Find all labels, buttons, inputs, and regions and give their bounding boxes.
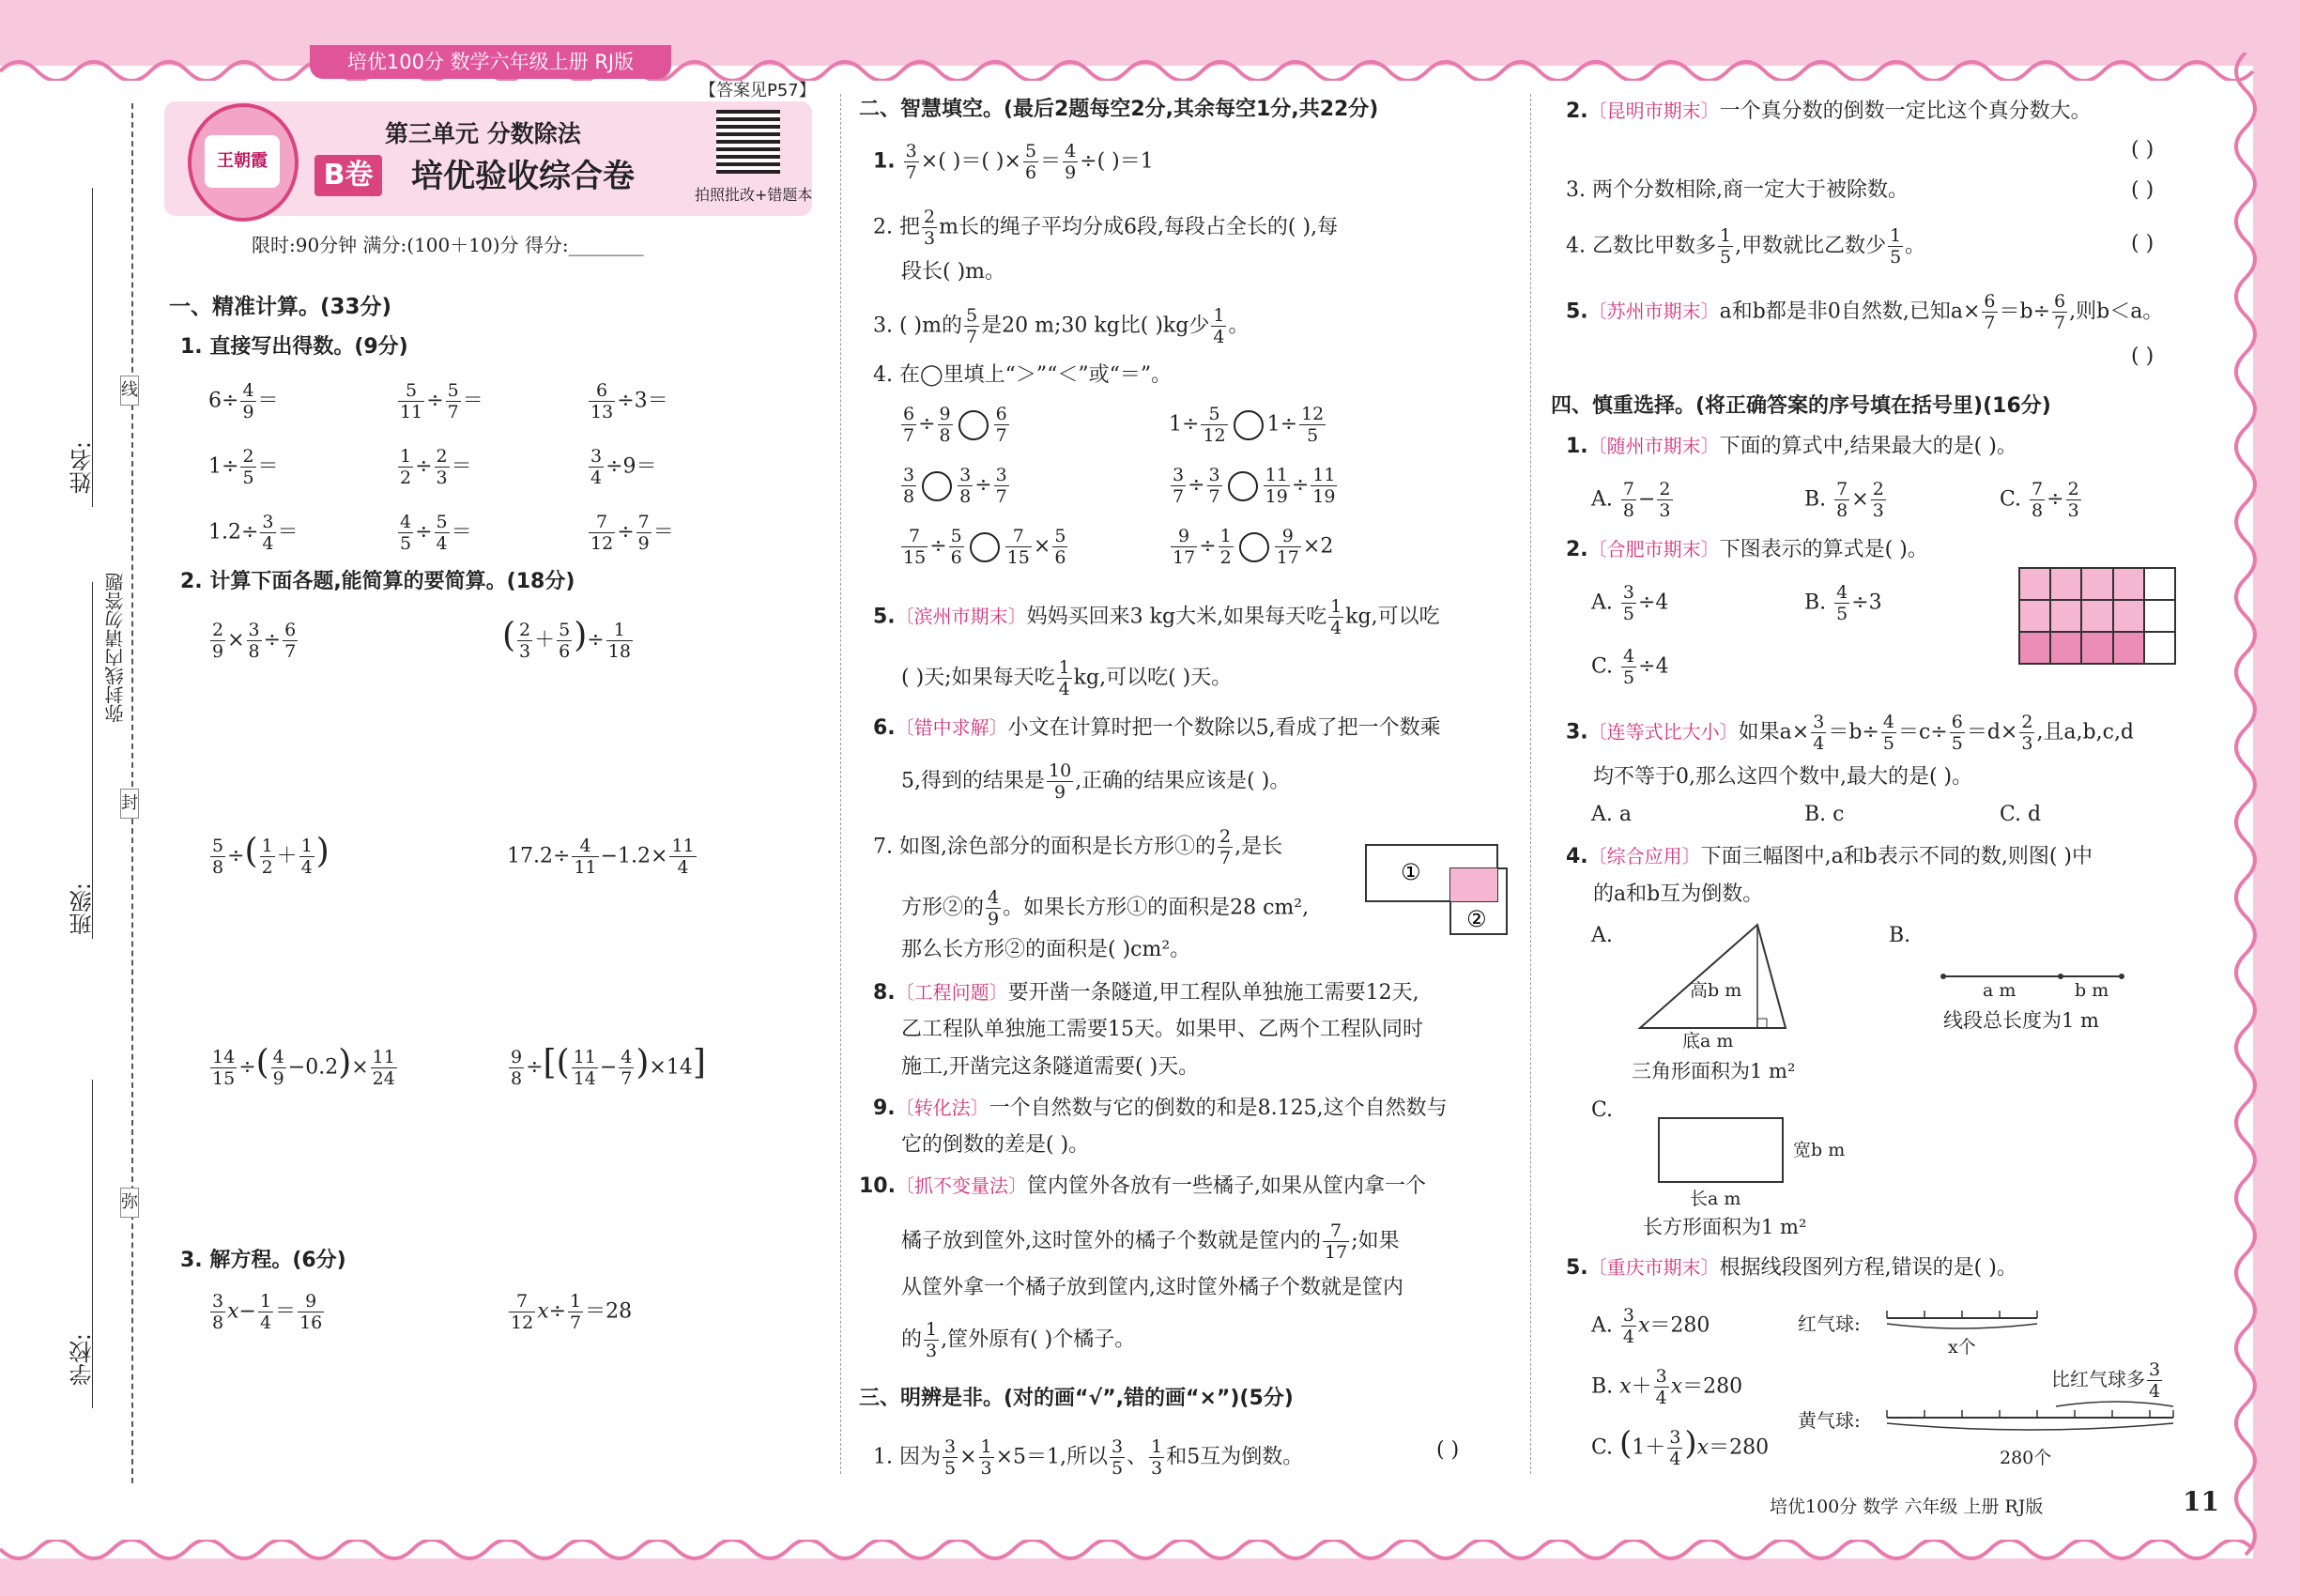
choice-q4-opt-a[interactable]: A. [1591, 924, 1613, 947]
calc-2: $\frac{5}{11}$ ÷ $\frac{5}{7}$ ＝ [400, 380, 483, 422]
fill-q5-tag: 〔滨州市期末〕 [895, 605, 1027, 628]
section-2-title: 二、智慧填空。(最后2题每空2分,其余每空1分,共22分) [859, 98, 1379, 121]
fill-q6-c: ,正确的结果应该是( )。 [1075, 769, 1291, 793]
s1-q2: 2. 计算下面各题,能简算的要简算。(18分) [180, 570, 575, 593]
logo-text: 王朝霞 [205, 135, 280, 188]
fill-q6-line2: 5,得到的结果是 $\frac{10}{9}$ ,正确的结果应该是( )。 [901, 760, 1291, 803]
compare-4: $\frac{3}{7}$ ÷ $\frac{3}{7}$ $\frac{11}{19}$ ÷ $\frac{11}{19}$ [1173, 465, 1336, 507]
judge-q5: 5.〔苏州市期末〕a和b都是非0自然数,已知a× $\frac{6}{7}$ ＝b÷ $\frac{6}{7}$ ,则b＜a。 [1566, 291, 2164, 333]
simplify-2: ( $\frac{2}{3}$ ＋ $\frac{5}{6}$ )÷ $\frac{1}{18}$ [502, 616, 631, 662]
exam-meta: 限时:90分钟 满分:(100＋10)分 得分:________ [252, 234, 644, 256]
judge-q3-answer[interactable]: ( ) [2131, 178, 2154, 202]
paper-badge: B卷 [314, 155, 382, 196]
fill-q8-c: 施工,开凿完这条隧道需要( )天。 [901, 1055, 1200, 1079]
more-than-red-label: 比红气球多 $\frac{3}{4}$ [2051, 1359, 2161, 1402]
judge-q1-a: 1. 因为 [873, 1445, 941, 1469]
fill-q7-a: 7. 如图,涂色部分的面积是长方形①的 [873, 835, 1216, 859]
rectangle-caption: 长方形面积为1 m² [1643, 1216, 1807, 1238]
more-than-red-text: 比红气球多 [2051, 1368, 2145, 1390]
unit-title: 第三单元 分数除法 [385, 120, 581, 147]
fraction-grid [2018, 567, 2176, 665]
fill-q3: 3. ( )m的 $\frac{5}{7}$ 是20 m;30 kg比( )kg少 $\frac{1}{4}$ 。 [873, 305, 1250, 347]
choice-q3: 3.〔连等式比大小〕如果a× $\frac{3}{4}$ ＝b÷ $\frac{4}{5}$ ＝c÷ $\frac{6}{5}$ ＝d× $\frac{2}{3}$ ,且a,b,c,d [1566, 712, 2135, 754]
fill-q10-b: 橘子放到筐外,这时筐外的橘子个数就是筐内的 [901, 1229, 1321, 1253]
choice-q2-c[interactable]: C. $\frac{4}{5}$ ÷4 [1591, 646, 1669, 688]
calc-7: 1.2÷ $\frac{3}{4}$ ＝ [208, 512, 299, 554]
simplify-6: $\frac{9}{8}$ ÷[( $\frac{11}{14}$ − $\frac{4}{7}$ )×14] [511, 1043, 706, 1089]
fill-q9-b: 它的倒数的差是( )。 [901, 1133, 1090, 1157]
calc-8: $\frac{4}{5}$ ÷ $\frac{5}{4}$ ＝ [400, 512, 472, 554]
simplify-3: $\frac{5}{8}$ ÷( $\frac{1}{2}$ ＋ $\frac{1}{4}$ ) [212, 832, 330, 878]
judge-q4-answer[interactable]: ( ) [2131, 232, 2154, 255]
judge-q5-tag: 〔苏州市期末〕 [1587, 299, 1720, 323]
fill-q9: 9.〔转化法〕一个自然数与它的倒数的和是8.125,这个自然数与 [873, 1097, 1448, 1120]
fill-q7: 7. 如图,涂色部分的面积是长方形①的 $\frac{2}{7}$ ,是长 [873, 826, 1283, 868]
choice-q5-c[interactable]: C. (1＋ $\frac{3}{4}$ )x＝280 [1591, 1424, 1770, 1469]
fill-q1: 1. $\frac{3}{7}$ ×( )＝( )× $\frac{5}{6}$ ＝ $\frac{4}{9}$ ÷( )＝1 [873, 141, 1154, 183]
fill-q7-line2: 方形②的 $\frac{4}{9}$ 。如果长方形①的面积是28 cm², [901, 887, 1310, 929]
triangle-base-label: 底a m [1682, 1031, 1734, 1051]
choice-q1-tag: 〔随州市期末〕 [1587, 435, 1720, 457]
choice-q2-a[interactable]: A. $\frac{3}{5}$ ÷4 [1591, 582, 1669, 624]
judge-q4: 4. 乙数比甲数多 $\frac{1}{5}$ ,甲数就比乙数少 $\frac{1}{5}$ 。 [1566, 225, 1926, 268]
fill-q10-line4: 的 $\frac{1}{3}$ ,筐外原有( )个橘子。 [901, 1319, 1136, 1361]
calc-5: $\frac{1}{2}$ ÷ $\frac{2}{3}$ ＝ [400, 446, 472, 488]
compare-3: $\frac{3}{8}$ $\frac{3}{8}$ ÷ $\frac{3}{7}$ [903, 465, 1007, 507]
class-label: 班级: [69, 882, 96, 936]
name-label: 姓名: [69, 441, 96, 495]
segment-a-label: a m [1983, 980, 2016, 1001]
choice-q5-a[interactable]: A. $\frac{3}{4}$ x＝280 [1591, 1305, 1710, 1347]
compare-5: $\frac{7}{15}$ ÷ $\frac{5}{6}$ $\frac{7}{15}$ × $\frac{5}{6}$ [903, 526, 1066, 568]
fill-q8: 8.〔工程问题〕要开凿一条隧道,甲工程队单独施工需要12天, [873, 981, 1419, 1005]
fill-q2: 2. 把 $\frac{2}{3}$ m长的绳子平均分成6段,每段占全长的( ),每 [873, 207, 1339, 249]
seal-mark-line: 线 [120, 376, 139, 406]
fill-q6: 6.〔错中求解〕小文在计算时把一个数除以5,看成了把一个数乘 [873, 716, 1441, 740]
judge-q2: 2.〔昆明市期末〕一个真分数的倒数一定比这个真分数大。 [1566, 100, 2092, 123]
triangle-height-label: 高b m [1690, 980, 1742, 1001]
book-title-bar: 培优100分 数学六年级上册 RJ版 [310, 45, 671, 79]
judge-q1-c: 和5互为倒数。 [1166, 1445, 1304, 1469]
brand-logo [188, 103, 299, 222]
footer-text: 培优100分 数学 六年级 上册 RJ版 [1770, 1496, 2044, 1517]
fill-q3-a: 3. ( )m的 [873, 314, 963, 338]
compare-1: $\frac{6}{7}$ ÷ $\frac{9}{8}$ $\frac{6}{7}$ [903, 404, 1007, 446]
fill-q4: 4. 在◯里填上“＞”“＜”或“＝”。 [873, 363, 1173, 387]
section-3-title: 三、明辨是非。(对的画“√”,错的画“×”)(5分) [859, 1387, 1294, 1410]
rectangle-length-label: 长a m [1690, 1189, 1741, 1209]
judge-q4-a: 4. 乙数比甲数多 [1566, 234, 1716, 258]
choice-q3-opt-b[interactable]: B. c [1804, 803, 1845, 826]
qr-code[interactable] [716, 110, 780, 174]
fill-q7-c: 方形②的 [901, 896, 985, 920]
choice-q2-tag: 〔合肥市期末〕 [1587, 538, 1720, 560]
choice-q1-text: 下面的算式中,结果最大的是( )。 [1719, 435, 2017, 458]
fill-q7-d: 。如果长方形①的面积是28 cm², [1003, 896, 1310, 920]
yellow-balloon-label: 黄气球: [1798, 1409, 1861, 1432]
column-divider-2 [1530, 94, 1531, 1474]
choice-q3-opt-a[interactable]: A. a [1591, 803, 1632, 826]
choice-q5-tag: 〔重庆市期末〕 [1587, 1256, 1720, 1279]
fill-q10-c: ;如果 [1351, 1229, 1400, 1253]
calc-9: $\frac{7}{12}$ ÷ $\frac{7}{9}$ ＝ [590, 512, 674, 554]
fill-q10-tag: 〔抓不变量法〕 [895, 1174, 1027, 1197]
section-4-title: 四、慎重选择。(将正确答案的序号填在括号里)(16分) [1551, 394, 2051, 418]
paper-title: 培优验收综合卷 [411, 158, 635, 195]
fill-q10-d: 从筐外拿一个橘子放到筐内,这时筐外橘子个数就是筐内 [901, 1276, 1403, 1299]
choice-q3-a: 如果a× [1738, 720, 1810, 744]
choice-q1-c[interactable]: C. $\frac{7}{8}$ ÷ $\frac{2}{3}$ [2000, 479, 2079, 521]
fill-q2-b: m长的绳子平均分成6段,每段占全长的( ),每 [939, 215, 1339, 239]
calc-1: 6÷ $\frac{4}{9}$ ＝ [208, 380, 279, 422]
seal-mark-seal: 封 [120, 789, 139, 819]
equation-2: $\frac{7}{12}$ x÷ $\frac{1}{7}$ ＝28 [511, 1291, 633, 1333]
fill-q8-b: 乙工程队单独施工需要15天。如果甲、乙两个工程队同时 [901, 1018, 1423, 1041]
choice-q1-a[interactable]: A. $\frac{7}{8}$ − $\frac{2}{3}$ [1591, 479, 1671, 521]
choice-q4-opt-c[interactable]: C. [1591, 1098, 1614, 1122]
choice-q1: 1.〔随州市期末〕下面的算式中,结果最大的是( )。 [1566, 435, 2017, 458]
segment-caption: 线段总长度为1 m [1943, 1009, 2099, 1032]
choice-q3-tag: 〔连等式比大小〕 [1587, 720, 1739, 744]
page-number: 11 [2183, 1486, 2219, 1517]
school-label: 学校: [69, 1333, 96, 1387]
triangle-caption: 三角形面积为1 m² [1632, 1060, 1796, 1082]
fill-q5: 5.〔滨州市期末〕妈妈买回来3 kg大米,如果每天吃 $\frac{1}{4}$ kg,可以吃 [873, 596, 1440, 638]
fill-q5-a: 妈妈买回来3 kg大米,如果每天吃 [1026, 605, 1327, 629]
red-balloon-label: 红气球: [1798, 1312, 1861, 1335]
judge-q2-text: 一个真分数的倒数一定比这个真分数大。 [1719, 100, 2092, 123]
compare-6: $\frac{9}{17}$ ÷ $\frac{1}{2}$ $\frac{9}{17}$ ×2 [1173, 526, 1334, 568]
rectangle-figure [1361, 840, 1511, 944]
answer-reference: 【答案见P57】 [699, 81, 816, 100]
judge-q1-b: ×5＝1,所以 [995, 1445, 1109, 1469]
wave-border-right [2227, 53, 2264, 1564]
judge-q2-answer[interactable]: ( ) [2131, 138, 2154, 161]
school-line [92, 1080, 93, 1408]
judge-q5-b: ＝b÷ [1999, 299, 2051, 324]
fill-q5-b: kg,可以吃 [1345, 605, 1440, 629]
fill-q10-f: ,筐外原有( )个橘子。 [941, 1327, 1136, 1352]
judge-q5-a: a和b都是非0自然数,已知a× [1719, 299, 1981, 324]
fill-q2-a: 2. 把 [873, 215, 920, 239]
fill-q6-a: 小文在计算时把一个数除以5,看成了把一个数乘 [1007, 716, 1441, 740]
total-label: 280个 [2000, 1448, 2052, 1468]
choice-q5: 5.〔重庆市期末〕根据线段图列方程,错误的是( )。 [1566, 1256, 2017, 1280]
seal-warning: 弥封线内请勿答题 [104, 573, 127, 723]
judge-q1: 1. 因为 $\frac{3}{5}$ × $\frac{1}{3}$ ×5＝1,所以 $\frac{3}{5}$ 、 $\frac{1}{3}$ 和5互为倒数。 [873, 1436, 1304, 1479]
choice-q4: 4.〔综合应用〕下面三幅图中,a和b表示不同的数,则图( )中 [1566, 845, 2093, 868]
svg-text:②: ② [1466, 906, 1487, 932]
s1-q3: 3. 解方程。(6分) [180, 1249, 346, 1272]
judge-q2-tag: 〔昆明市期末〕 [1587, 100, 1720, 122]
wave-border-bottom [0, 1540, 2300, 1568]
choice-q4-a: 下面三幅图中,a和b表示不同的数,则图( )中 [1700, 845, 2093, 868]
judge-q4-b: ,甲数就比乙数少 [1735, 234, 1887, 258]
choice-q4-opt-b[interactable]: B. [1889, 924, 1911, 947]
red-balloon-count: x个 [1948, 1337, 1976, 1358]
judge-q3: 3. 两个分数相除,商一定大于被除数。 [1566, 178, 1909, 202]
rectangle-shape [1658, 1117, 1784, 1183]
choice-q4-b: 的a和b互为倒数。 [1593, 882, 1764, 906]
fill-q9-a: 一个自然数与它的倒数的和是8.125,这个自然数与 [989, 1097, 1448, 1120]
class-line [92, 582, 93, 939]
fill-q5-d: kg,可以吃( )天。 [1073, 666, 1233, 690]
fill-q8-a: 要开凿一条隧道,甲工程队单独施工需要12天, [1007, 981, 1419, 1005]
fill-q5-c: ( )天;如果每天吃 [901, 666, 1055, 690]
fill-q2-c: 段长( )m。 [901, 260, 1006, 284]
fill-q10-a: 筐内筐外各放有一些橘子,如果从筐内拿一个 [1026, 1174, 1426, 1198]
fill-q10: 10.〔抓不变量法〕筐内筐外各放有一些橘子,如果从筐内拿一个 [859, 1174, 1426, 1198]
section-1-title: 一、精准计算。(33分) [169, 295, 392, 319]
choice-q5-text: 根据线段图列方程,错误的是( )。 [1719, 1256, 2017, 1280]
calc-4: 1÷ $\frac{2}{5}$ ＝ [208, 446, 279, 488]
choice-q1-b[interactable]: B. $\frac{7}{8}$ × $\frac{2}{3}$ [1804, 479, 1884, 521]
fill-q7-line3: 那么长方形②的面积是( )cm²。 [901, 938, 1191, 961]
choice-q3-b: 均不等于0,那么这四个数中,最大的是( )。 [1593, 765, 1973, 789]
fill-q6-tag: 〔错中求解〕 [895, 716, 1008, 739]
fill-q10-line2: 橘子放到筐外,这时筐外的橘子个数就是筐内的 $\frac{7}{17}$ ;如果 [901, 1220, 1400, 1263]
equation-1: $\frac{3}{8}$ x− $\frac{1}{4}$ ＝ $\frac{9}{16}$ [212, 1291, 323, 1333]
fill-q3-b: 是20 m;30 kg比( )kg少 [981, 314, 1210, 338]
choice-q2-text: 下图表示的算式是( )。 [1719, 538, 1928, 561]
simplify-1: $\frac{2}{9}$ × $\frac{3}{8}$ ÷ $\frac{6}{7}$ [212, 620, 297, 662]
rectangle-width-label: 宽b m [1793, 1140, 1846, 1160]
choice-q3-opt-c[interactable]: C. d [2000, 803, 2042, 826]
choice-q2-b[interactable]: B. $\frac{4}{5}$ ÷3 [1804, 582, 1882, 624]
column-divider-1 [840, 94, 841, 1474]
yellow-balloon-segment [1882, 1397, 2183, 1444]
calc-6: $\frac{3}{4}$ ÷9＝ [590, 446, 657, 488]
simplify-4: 17.2÷ $\frac{4}{11}$ −1.2× $\frac{11}{4}$ [507, 836, 695, 878]
fill-q6-b: 5,得到的结果是 [901, 769, 1045, 793]
compare-2: 1÷ $\frac{5}{12}$ 1÷ $\frac{12}{5}$ [1169, 404, 1325, 446]
calc-3: $\frac{6}{13}$ ÷3＝ [590, 380, 668, 422]
s1-q1: 1. 直接写出得数。(9分) [180, 335, 408, 359]
judge-q5-c: ,则b＜a。 [2069, 299, 2164, 324]
judge-q5-answer[interactable]: ( ) [2131, 345, 2154, 368]
simplify-5: $\frac{14}{15}$ ÷( $\frac{4}{9}$ −0.2)× $\frac{11}{24}$ [212, 1043, 395, 1089]
fill-q8-tag: 〔工程问题〕 [895, 981, 1008, 1004]
choice-q4-tag: 〔综合应用〕 [1587, 845, 1701, 867]
judge-q1-answer[interactable]: ( ) [1436, 1438, 1460, 1462]
fill-q10-e: 的 [901, 1327, 923, 1352]
name-line [92, 188, 93, 507]
svg-text:①: ① [1401, 859, 1421, 885]
choice-q5-b[interactable]: B. x＋ $\frac{3}{4}$ x＝280 [1591, 1366, 1743, 1408]
seal-mark-mi: 弥 [120, 1188, 139, 1218]
fill-q9-tag: 〔转化法〕 [895, 1097, 989, 1119]
segment-b-label: b m [2075, 980, 2109, 1001]
qr-caption: 拍照批改+错题本 [695, 186, 813, 204]
fill-q7-b: ,是长 [1234, 835, 1283, 859]
fill-q5-line2: ( )天;如果每天吃 $\frac{1}{4}$ kg,可以吃( )天。 [901, 657, 1233, 699]
choice-q2: 2.〔合肥市期末〕下图表示的算式是( )。 [1566, 538, 1928, 561]
